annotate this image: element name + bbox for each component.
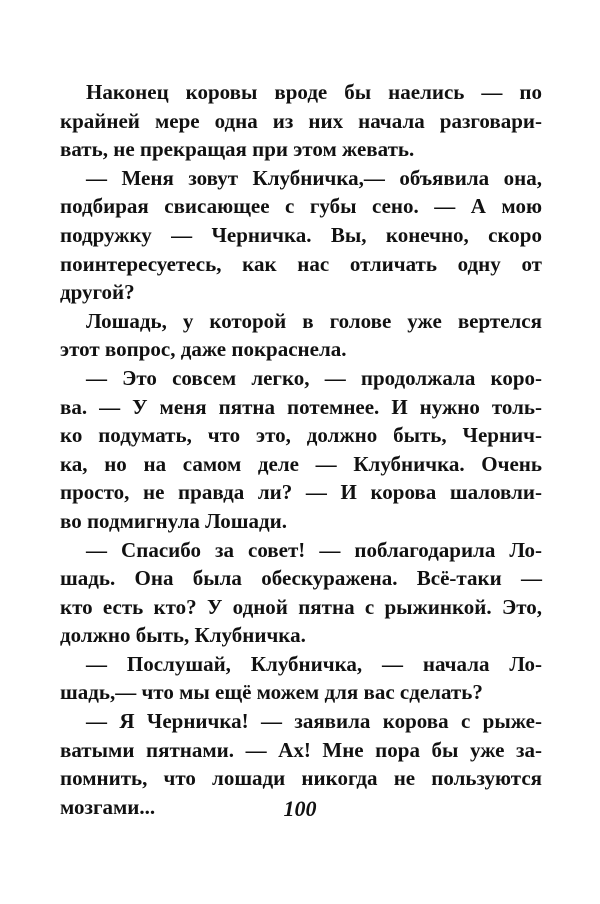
text-line: — Это совсем легко, — продолжала коро-: [86, 365, 542, 390]
text-line: кто есть кто? У одной пятна с рыжинкой. Это,: [60, 594, 542, 619]
text-line: — Я Черничка! — заявила корова с рыже-: [86, 709, 542, 734]
text-line: просто, не правда ли? — И корова шаловли-: [60, 480, 542, 505]
text-line: ва. — У меня пятна потемнее. И нужно толь-: [60, 394, 542, 419]
text-line: — Спасибо за совет! — поблагодарила Ло-: [86, 537, 542, 562]
text-line: — Послушай, Клубничка, — начала Ло-: [86, 651, 542, 676]
text-line: крайней мере одна из них начала разговари-: [60, 108, 542, 133]
text-line: подбирая свисающее с губы сено. — А мою: [60, 194, 542, 219]
page-number: 100: [283, 796, 317, 821]
page-body: [60, 78, 542, 821]
text-line: поинтересуетесь, как нас отличать одну от: [60, 251, 542, 276]
text-line: ко подумать, что это, должно быть, Чернич-: [60, 423, 542, 448]
text-line: Лошадь, у которой в голове уже вертелся: [86, 308, 542, 333]
text-line: шадь. Она была обескуражена. Всё-таки —: [60, 566, 542, 591]
text-line: во подмигнула Лошади.: [60, 508, 287, 533]
text-line: другой?: [60, 280, 135, 305]
text-line: вать, не прекращая при этом жевать.: [60, 137, 415, 162]
text-line: ка, но на самом деле — Клубничка. Очень: [60, 451, 542, 476]
text-line: помнить, что лошади никогда не пользуются: [60, 766, 542, 791]
text-line: должно быть, Клубничка.: [60, 623, 306, 648]
text-line: шадь,— что мы ещё можем для вас сделать?: [60, 680, 483, 705]
text-line: — Меня зовут Клубничка,— объявила она,: [86, 165, 542, 190]
text-line: мозгами...: [60, 794, 156, 819]
text-line: этот вопрос, даже покраснела.: [60, 337, 347, 362]
text-line: подружку — Черничка. Вы, конечно, скоро: [60, 222, 542, 247]
text-line: ватыми пятнами. — Ах! Мне пора бы уже за-: [60, 737, 542, 762]
text-line: Наконец коровы вроде бы наелись — по: [86, 80, 542, 104]
